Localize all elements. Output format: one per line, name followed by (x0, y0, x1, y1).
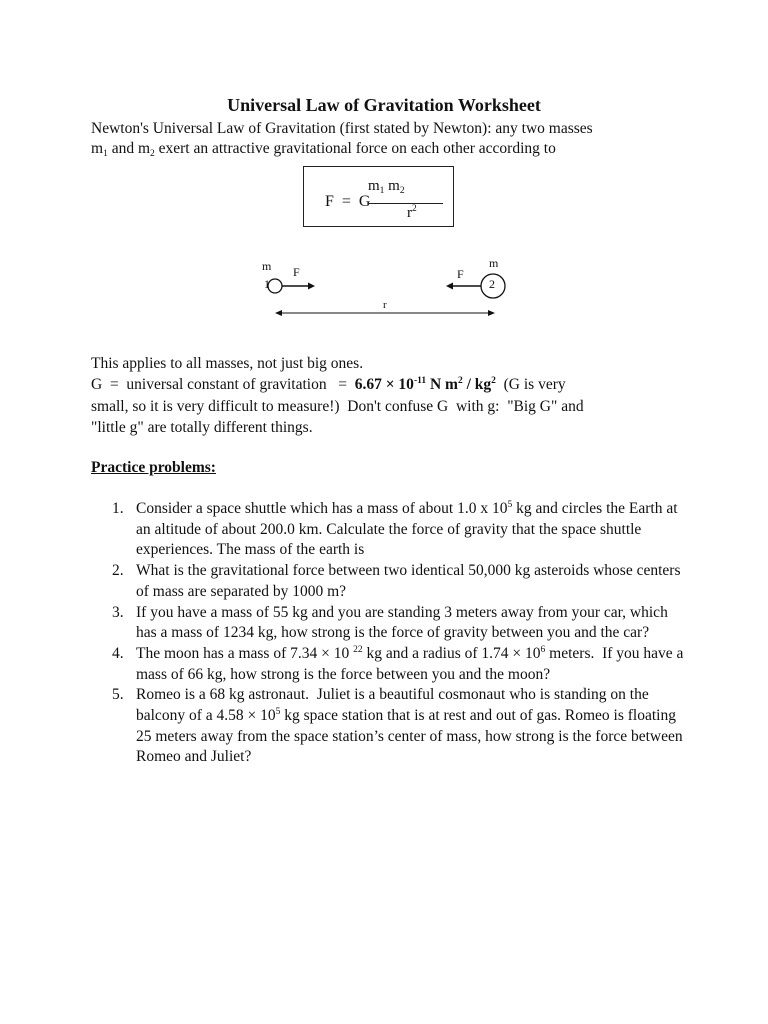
g-value-mantissa: 6.67 × 10 (354, 376, 414, 394)
formula-lhs: F = G (325, 193, 371, 210)
problem-text-end: meters. If you have a mass of 66 kg, how strong is the force between you and the moon? (136, 644, 688, 683)
problem-text-cont: kg and circles the Earth at an altitude of about 200.0 km. Calculate the force of gravity that the space shuttle experiences. The mass of the earth is (136, 500, 678, 559)
problem-number: 3. (112, 603, 124, 621)
force-label-right: F (457, 267, 464, 281)
intro-text (91, 119, 691, 159)
formula-m2-sub: 2 (399, 186, 405, 196)
formula-m1-sub: 1 (379, 186, 385, 196)
para-line-3: small, so it is very difficult to measure!) Don't confuse G with g: "Big G" and (91, 397, 584, 415)
problem-exponent: 5 (275, 707, 281, 718)
gravitation-formula-box (303, 166, 454, 227)
problem-item (112, 499, 684, 561)
force-arrowhead-right (308, 283, 315, 290)
constant-paragraph (91, 353, 691, 438)
mass-1-label: m (262, 259, 272, 273)
formula-numerator (368, 178, 405, 195)
problem-text: Romeo is a 68 kg astronaut. Juliet is a beautiful cosmonaut who is standing on the balcony of a 4.58 × 10 (136, 686, 653, 725)
two-mass-diagram (255, 255, 515, 325)
para-line-4: "little g" are totally different things. (91, 418, 313, 436)
para-line-1: This applies to all masses, not just big ones. (91, 355, 364, 372)
force-label-left: F (293, 265, 300, 279)
problem-number: 4. (112, 644, 124, 662)
problem-text-cont: kg and a radius of 1.74 × 10 (362, 644, 541, 662)
g-unit-n-m: N m (426, 376, 458, 394)
problem-text: Consider a space shuttle which has a mass of about 1.0 x 10 (136, 500, 508, 517)
distance-arrowhead-left (275, 310, 282, 316)
g-value-exponent: -11 (413, 376, 427, 387)
problem-exponent-2: 6 (540, 644, 546, 655)
problem-list (112, 499, 688, 768)
force-arrowhead-left (446, 283, 453, 290)
problem-number: 2. (112, 562, 124, 580)
formula-r: r (407, 205, 412, 221)
problem-number: 5. (112, 686, 124, 704)
problem-exponent: 22 (353, 644, 363, 655)
mass-2-label: m (489, 256, 499, 270)
problem-item (112, 685, 684, 768)
problem-item (112, 603, 684, 644)
formula-fraction-bar (368, 203, 443, 204)
intro-and: and m (107, 140, 150, 157)
problem-item (112, 644, 688, 685)
intro-sub-1: 1 (103, 149, 108, 159)
g-value (355, 376, 496, 393)
g-definition: G = universal constant of gravitation = (91, 376, 355, 394)
intro-sub-2: 2 (150, 149, 155, 159)
g-note: (G is very (495, 376, 566, 394)
g-unit-kg-exponent: 2 (491, 376, 496, 387)
distance-label: r (383, 299, 387, 311)
problem-text: The moon has a mass of 7.34 × 10 (136, 644, 354, 662)
intro-line-1: Newton's Universal Law of Gravitation (first stated by Newton): any two masses (91, 120, 593, 137)
problem-number: 1. (112, 500, 124, 517)
formula-m1: m (368, 178, 380, 194)
g-unit-kg: / kg (462, 376, 492, 394)
mass-1-circle (268, 279, 282, 293)
formula-denominator (407, 205, 417, 222)
problem-item (112, 561, 684, 602)
problem-text: What is the gravitational force between two identical 50,000 kg asteroids whose centers of mass are separated by 1000 m? (136, 562, 681, 600)
intro-line-2-rest: exert an attractive gravitational force on each other according to (154, 140, 556, 157)
problem-exponent: 5 (507, 500, 513, 510)
g-unit-m-exponent: 2 (457, 376, 463, 387)
problem-text-cont: kg space station that is at rest and out of gas. Romeo is floating 25 meters away from the space station’s center of mass, how strong is the force between Romeo and Juliet? (136, 707, 683, 766)
problem-text: If you have a mass of 55 kg and you are standing 3 meters away from your car, which has a mass of 1234 kg, how strong is the force of gravity between you and the car? (136, 603, 668, 642)
mass-2-subscript: 2 (489, 277, 495, 291)
practice-heading: Practice problems: (91, 459, 216, 476)
worksheet-title: Universal Law of Gravitation Worksheet (227, 95, 541, 115)
distance-arrowhead-right (488, 310, 495, 316)
formula-r-sup: 2 (412, 204, 417, 214)
formula-m2: m (384, 178, 400, 194)
mass-1-subscript: 1 (264, 277, 270, 291)
intro-m: m (91, 140, 104, 157)
